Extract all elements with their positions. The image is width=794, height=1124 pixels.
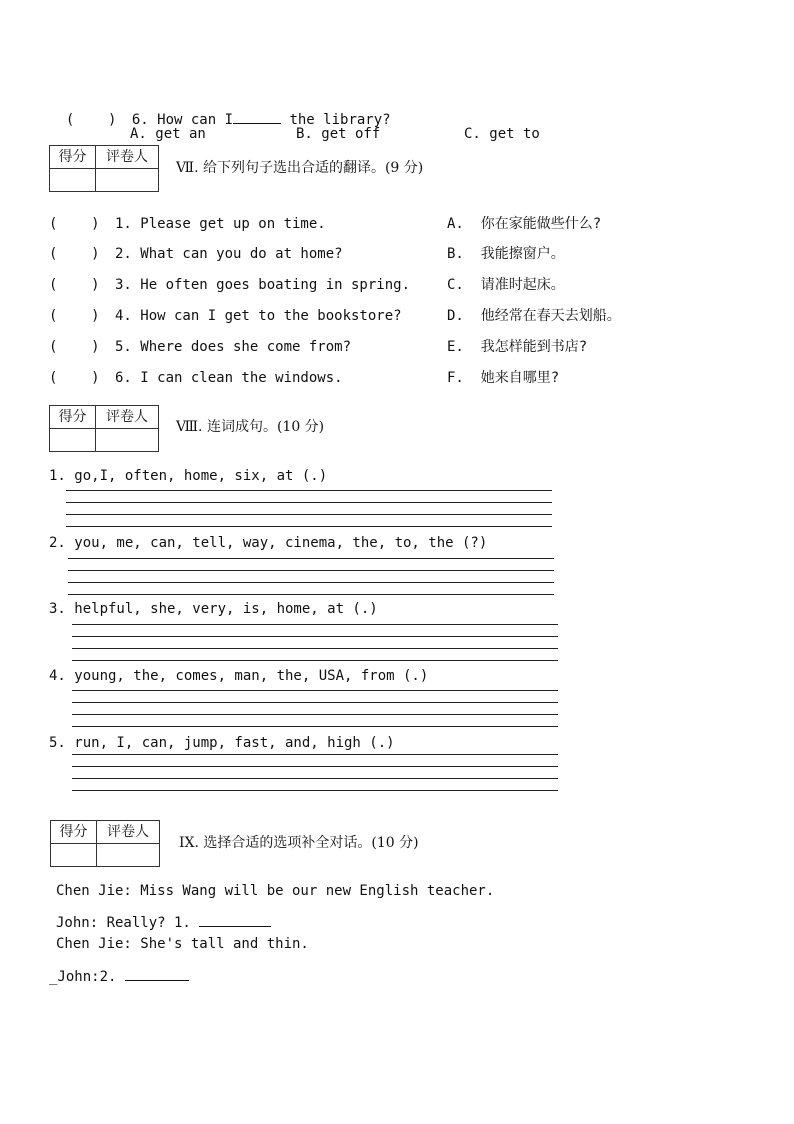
list-item: 4. young, the, comes, man, the, USA, from (.) xyxy=(49,668,429,684)
list-item: 3. helpful, she, very, is, home, at (.) xyxy=(49,601,378,617)
option-b: B. get off xyxy=(296,126,381,142)
writing-line xyxy=(72,702,558,703)
score-cell xyxy=(51,844,97,867)
writing-line xyxy=(68,570,554,571)
list-item: ( ) 6. I can clean the windows. xyxy=(49,370,343,386)
answer-option: D. 他经常在春天去划船。 xyxy=(447,308,621,324)
writing-line xyxy=(72,624,558,625)
list-item: 1. go,I, often, home, six, at (.) xyxy=(49,468,328,484)
writing-line xyxy=(72,660,558,661)
option-a: A. get an xyxy=(130,126,206,142)
question-stem-tail: the library? xyxy=(281,112,391,128)
answer-blank xyxy=(199,912,271,927)
writing-line xyxy=(68,594,554,595)
dialogue-line: _John:2. xyxy=(49,966,189,986)
answer-blank xyxy=(125,966,189,981)
score-label: 得分 xyxy=(50,146,96,169)
writing-line xyxy=(72,778,558,779)
writing-line xyxy=(72,714,558,715)
grader-label: 评卷人 xyxy=(96,406,159,429)
writing-line xyxy=(72,726,558,727)
writing-line xyxy=(72,648,558,649)
grader-label: 评卷人 xyxy=(97,821,160,844)
section-8-title: Ⅷ. 连词成句。(10 分) xyxy=(176,419,325,435)
writing-line xyxy=(72,754,558,755)
score-label: 得分 xyxy=(51,821,97,844)
list-item: ( ) 5. Where does she come from? xyxy=(49,339,352,355)
writing-line xyxy=(66,490,552,491)
dialogue-line: Chen Jie: She's tall and thin. xyxy=(56,936,309,952)
writing-line xyxy=(66,526,552,527)
writing-line xyxy=(72,766,558,767)
grader-label: 评卷人 xyxy=(96,146,159,169)
writing-line xyxy=(68,582,554,583)
answer-option: E. 我怎样能到书店? xyxy=(447,339,588,355)
grader-cell xyxy=(96,169,159,192)
list-item: ( ) 1. Please get up on time. xyxy=(49,216,326,232)
list-item: 5. run, I, can, jump, fast, and, high (.) xyxy=(49,735,395,751)
grader-cell xyxy=(96,429,159,452)
score-cell xyxy=(50,429,96,452)
writing-line xyxy=(72,790,558,791)
option-c: C. get to xyxy=(464,126,540,142)
grader-cell xyxy=(97,844,160,867)
writing-line xyxy=(66,502,552,503)
dialogue-line: John: Really? 1. xyxy=(56,912,271,932)
score-box xyxy=(49,145,159,192)
list-item: ( ) 4. How can I get to the bookstore? xyxy=(49,308,402,324)
score-label: 得分 xyxy=(50,406,96,429)
writing-line xyxy=(66,514,552,515)
list-item: 2. you, me, can, tell, way, cinema, the, to, the (?) xyxy=(49,535,488,551)
score-box xyxy=(50,820,160,867)
writing-line xyxy=(72,636,558,637)
answer-option: B. 我能擦窗户。 xyxy=(447,246,565,262)
answer-paren: ( ) xyxy=(65,112,117,128)
answer-option: A. 你在家能做些什么? xyxy=(447,216,602,232)
section-7-title: Ⅶ. 给下列句子选出合适的翻译。(9 分) xyxy=(176,160,424,176)
answer-option: C. 请准时起床。 xyxy=(447,277,565,293)
section-9-title: IX. 选择合适的选项补全对话。(10 分) xyxy=(179,835,419,851)
list-item: ( ) 2. What can you do at home? xyxy=(49,246,343,262)
writing-line xyxy=(72,690,558,691)
dialogue-line: Chen Jie: Miss Wang will be our new English teacher. xyxy=(56,883,495,899)
score-cell xyxy=(50,169,96,192)
question-stem: 6. How can I xyxy=(131,112,234,128)
answer-blank xyxy=(233,109,281,124)
writing-line xyxy=(68,558,554,559)
score-box xyxy=(49,405,159,452)
question-6 xyxy=(49,91,391,129)
answer-option: F. 她来自哪里? xyxy=(447,370,560,386)
list-item: ( ) 3. He often goes boating in spring. xyxy=(49,277,411,293)
